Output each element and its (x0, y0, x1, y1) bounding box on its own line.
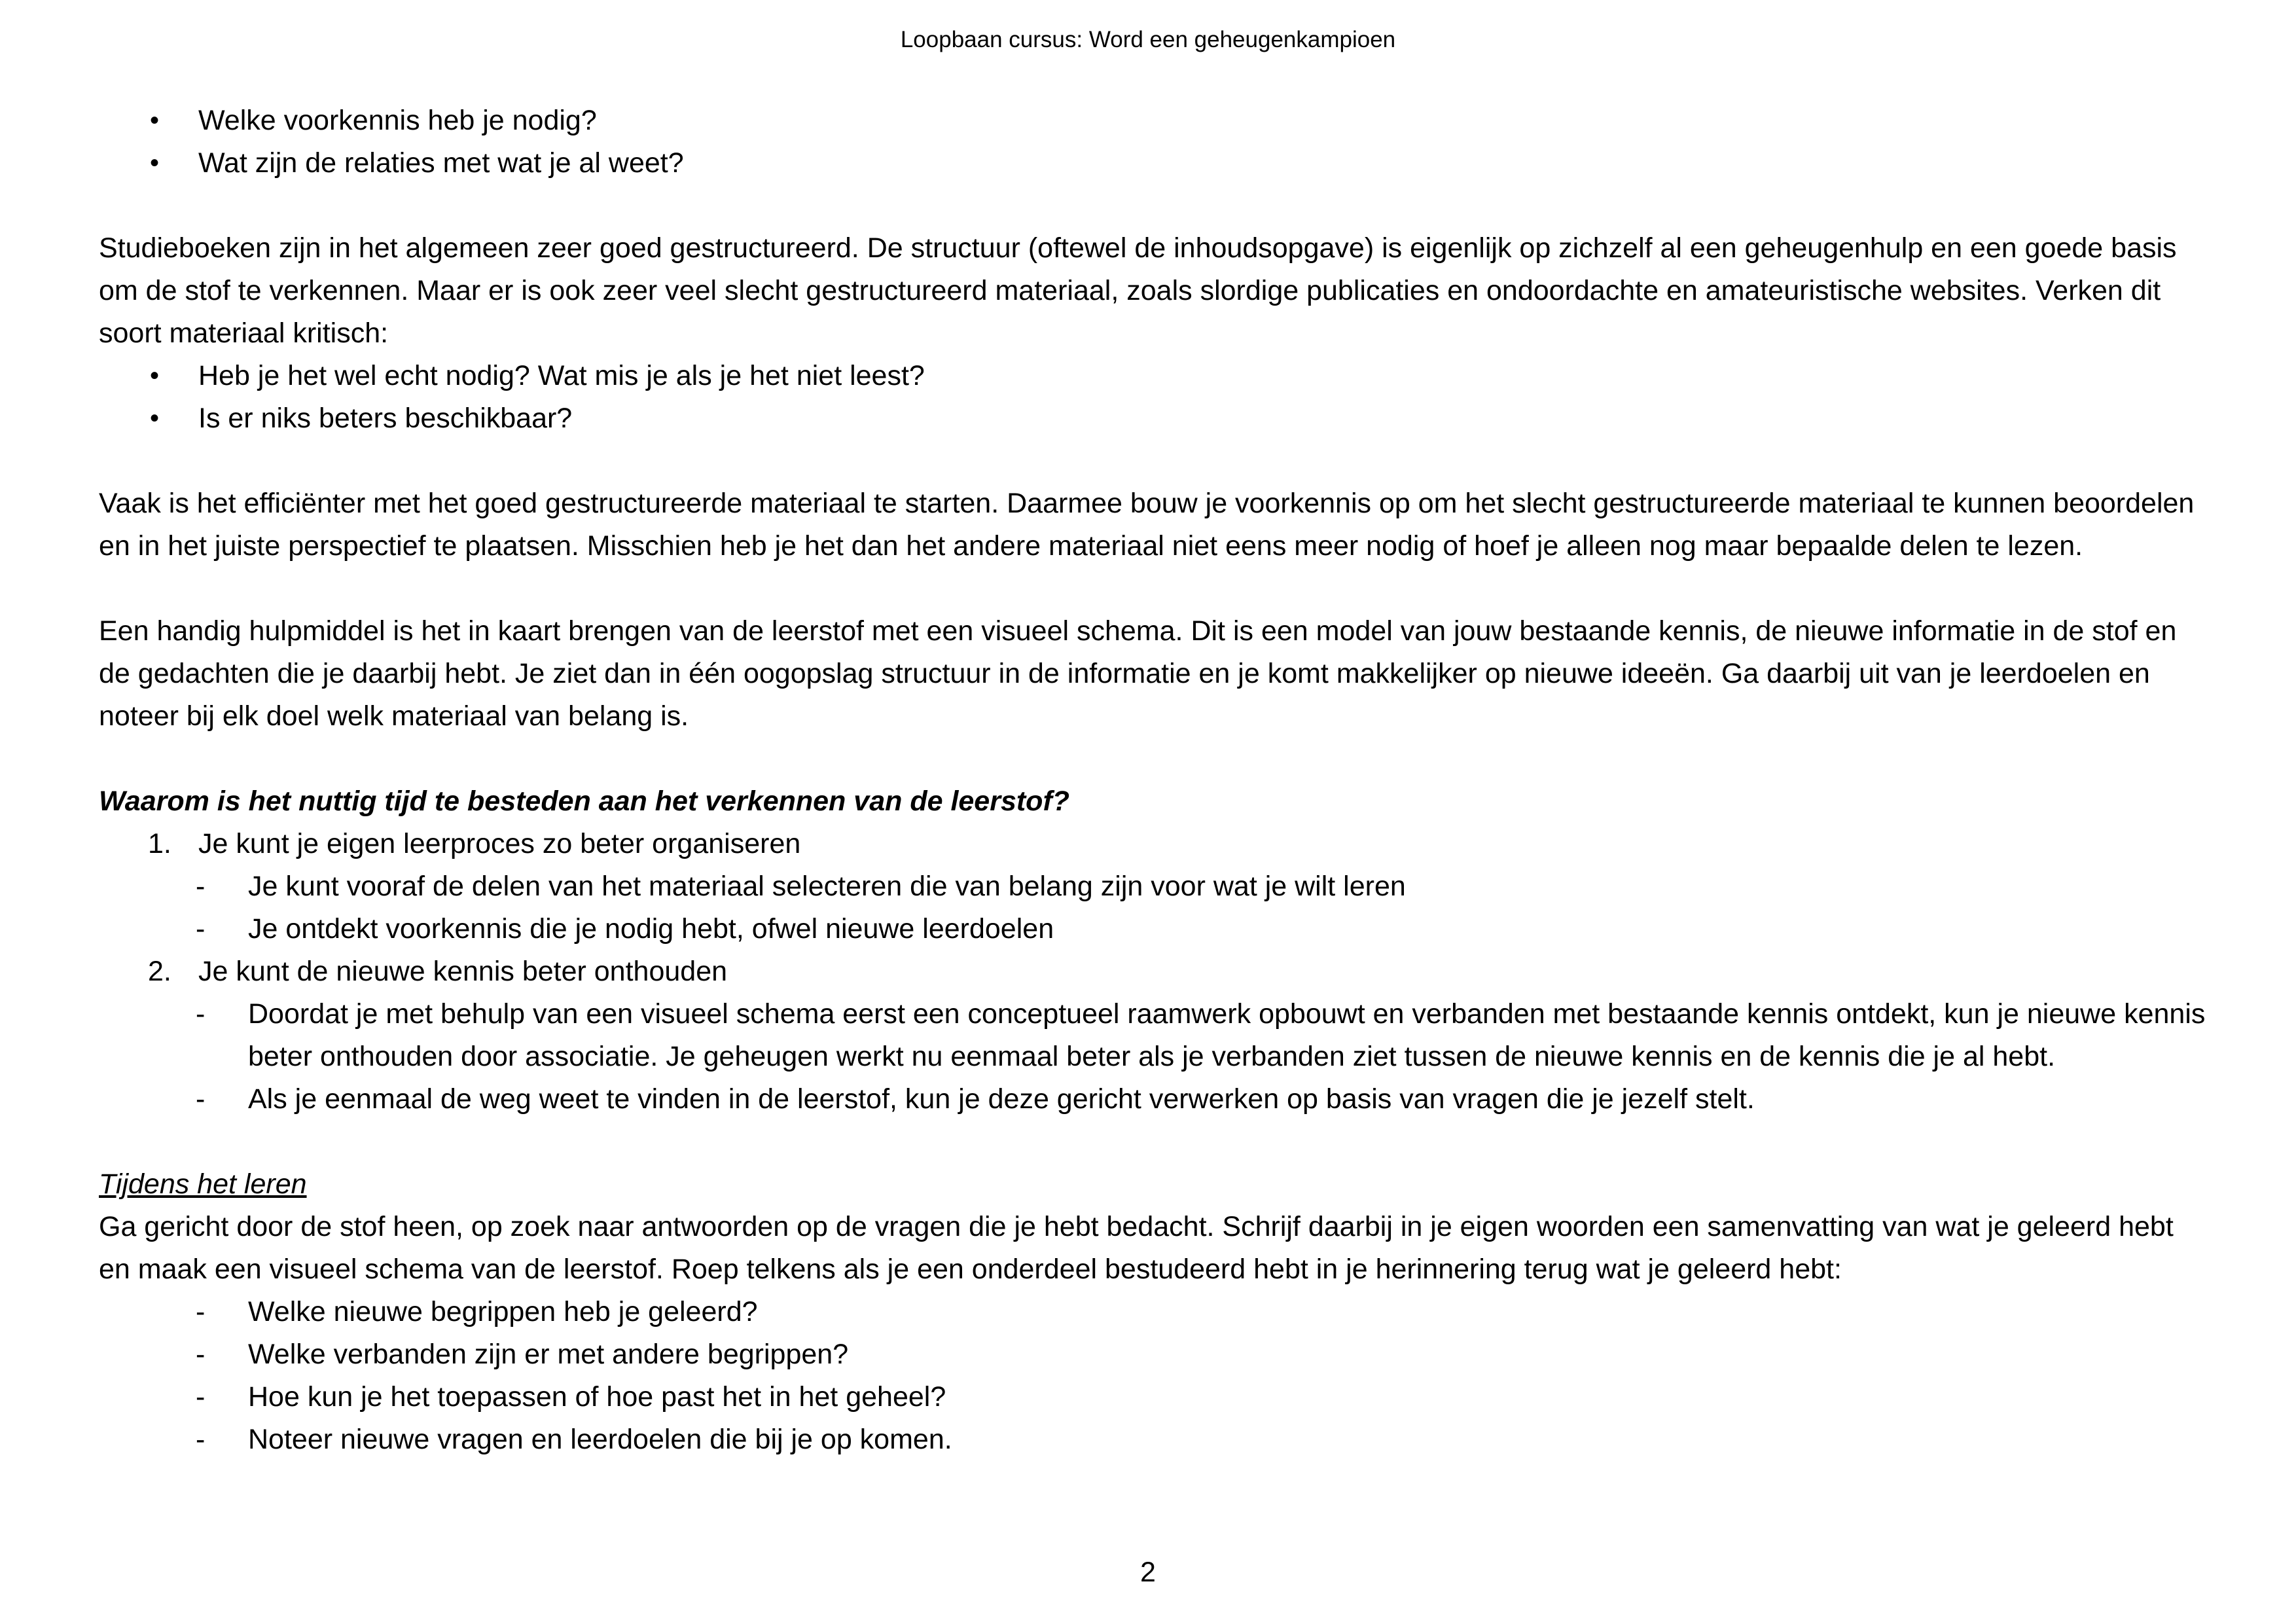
spacer (99, 185, 2206, 227)
list-item-text: Welke voorkennis heb je nodig? (198, 105, 597, 136)
list-item (198, 908, 2206, 950)
list-item (99, 1333, 2206, 1376)
list-item-text: Als je eenmaal de weg weet te vinden in de leerstof, kun je deze gericht verwerken op basis van vragen die je jezelf stelt. (248, 1083, 1755, 1115)
spacer (99, 568, 2206, 610)
subsection-heading: Tijdens het leren (99, 1168, 307, 1200)
paragraph-studieboeken: Studieboeken zijn in het algemeen zeer goed gestructureerd. De structuur (oftewel de inhoudsopgave) is eigenlijk op zichzelf al een geheugenhulp en een goede basis om de stof te verkennen. Maar er is ook zeer veel slecht gestructureerd materiaal, zoals slordige publicaties en ondoordachte en amateuristische websites. Verken dit soort materiaal kritisch: (99, 232, 2177, 349)
bullet-icon: • (150, 106, 160, 135)
paragraph-efficient: Vaak is het efficiënter met het goed gestructureerde materiaal te starten. Daarmee bouw je voorkennis op om het slecht gestructureerde materiaal te kunnen beoordelen en in het juiste perspectief te plaatsen. Misschien heb je het dan het andere materiaal niet eens meer nodig of hoef je alleen nog maar bepaalde delen te lezen. (99, 488, 2195, 562)
item-number: 2. (148, 956, 171, 987)
section-heading: Waarom is het nuttig tijd te besteden aan het verkennen van de leerstof? (99, 785, 1070, 817)
dash-icon: - (196, 1381, 206, 1413)
dash-icon: - (196, 871, 206, 902)
list-item-text: Wat zijn de relaties met wat je al weet? (198, 147, 684, 179)
list-item (99, 397, 2206, 440)
dash-list (198, 993, 2206, 1121)
paragraph-hulpmiddel: Een handig hulpmiddel is het in kaart brengen van de leerstof met een visueel schema. Dit is een model van jouw bestaande kennis, de nieuwe informatie in de stof en de gedachten die je daarbij hebt. Je ziet dan in één oogopslag structuur in de informatie en je komt makkelijker op nieuwe ideeën. Ga daarbij uit van je leerdoelen en noteer bij elk doel welk materiaal van belang is. (99, 615, 2177, 732)
list-item (99, 99, 2206, 142)
page-header: Loopbaan cursus: Word een geheugenkampioen (900, 27, 1396, 52)
dash-icon: - (196, 1424, 206, 1455)
bullet-list-critical (99, 355, 2206, 440)
spacer (99, 738, 2206, 780)
list-item-text: Je ontdekt voorkennis die je nodig hebt, ofwel nieuwe leerdoelen (248, 913, 1054, 945)
dash-icon: - (196, 1083, 206, 1115)
list-item-text: Hoe kun je het toepassen of hoe past het in het geheel? (248, 1381, 946, 1413)
numbered-item-text: Je kunt de nieuwe kennis beter onthouden (198, 956, 728, 987)
list-item (198, 1078, 2206, 1121)
numbered-item-text: Je kunt je eigen leerproces zo beter organiseren (198, 828, 801, 859)
item-number: 1. (148, 828, 171, 859)
spacer (99, 440, 2206, 482)
page-number: 2 (1140, 1557, 1156, 1588)
list-item (198, 865, 2206, 908)
page-content (99, 99, 2206, 1461)
list-item-text: Je kunt vooraf de delen van het materiaal selecteren die van belang zijn voor wat je wilt leren (248, 871, 1406, 902)
list-item (99, 1291, 2206, 1333)
list-item-text: Heb je het wel echt nodig? Wat mis je als je het niet leest? (198, 360, 925, 391)
list-item-text: Doordat je met behulp van een visueel schema eerst een conceptueel raamwerk opbouwt en verbanden met bestaande kennis ontdekt, kun je nieuwe kennis beter onthouden door associatie. Je geheugen werkt nu eenmaal beter als je verbanden ziet tussen de nieuwe kennis en de kennis die je al hebt. (248, 998, 2206, 1072)
dash-icon: - (196, 1339, 206, 1370)
spacer (99, 1121, 2206, 1163)
dash-icon: - (196, 998, 206, 1030)
list-item (198, 993, 2206, 1078)
bullet-icon: • (150, 149, 160, 177)
bullet-list-questions (99, 99, 2206, 185)
dash-list-final (99, 1291, 2206, 1461)
list-item-text: Welke verbanden zijn er met andere begrippen? (248, 1339, 849, 1370)
bullet-icon: • (150, 404, 160, 433)
paragraph-tijdens-leren: Ga gericht door de stof heen, op zoek naar antwoorden op de vragen die je hebt bedacht. Schrijf daarbij in je eigen woorden een samenvatting van wat je geleerd hebt en maak een visueel schema van de leerstof. Roep telkens als je een onderdeel bestudeerd hebt in je herinnering terug wat je geleerd hebt: (99, 1211, 2174, 1285)
dash-icon: - (196, 1296, 206, 1327)
numbered-list-reasons (99, 823, 2206, 1121)
list-item (99, 1376, 2206, 1418)
list-item (99, 142, 2206, 185)
list-item (99, 1418, 2206, 1461)
list-item (99, 355, 2206, 397)
dash-list (198, 865, 2206, 950)
list-item-text: Noteer nieuwe vragen en leerdoelen die bij je op komen. (248, 1424, 952, 1455)
list-item-text: Is er niks beters beschikbaar? (198, 403, 573, 434)
list-item-text: Welke nieuwe begrippen heb je geleerd? (248, 1296, 758, 1327)
numbered-item (99, 823, 2206, 950)
dash-icon: - (196, 913, 206, 945)
numbered-item (99, 950, 2206, 1121)
bullet-icon: • (150, 361, 160, 390)
